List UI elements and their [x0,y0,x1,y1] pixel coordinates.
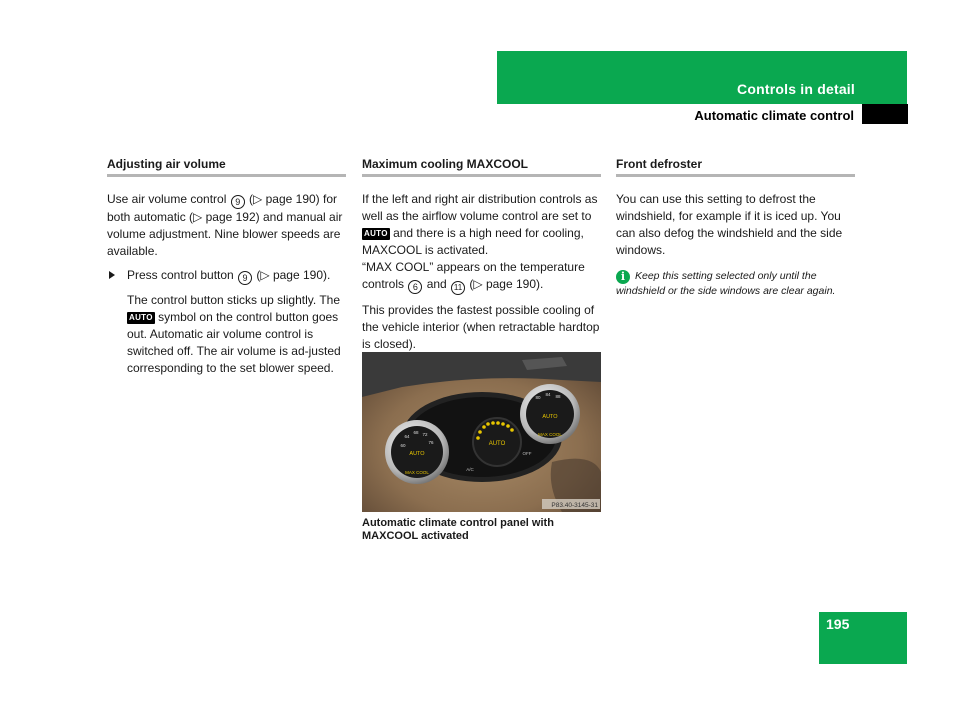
text: Press control button [127,268,238,282]
chapter-header-band [497,51,907,104]
instruction-step [107,267,346,285]
text: (▷ page 190). [253,268,331,282]
column-front-defroster [616,157,855,299]
text: Use air volume control [107,192,230,206]
heading-maximum-cooling: Maximum cooling MAXCOOL [362,157,601,177]
note-text: Keep this setting selected only until the windshield or the side windows are clear again. [616,270,836,297]
paragraph [107,191,346,260]
photo-temp-label: 72 [422,432,428,437]
page-number: 195 [826,616,850,632]
text: “MAX COOL” appears on the temperature controls [362,260,585,291]
photo-auto-label-right: AUTO [542,414,558,420]
auto-symbol-icon: AUTO [129,313,153,322]
photo-caption: Automatic climate control panel with MAXCOOL activated [362,517,554,542]
auto-symbol-icon: AUTO [364,229,388,238]
photo-maxcool-right: MAX COOL [538,432,562,437]
photo-ac-label: A/C [466,467,474,472]
section-title: Automatic climate control [694,108,854,123]
photo-auto-label: AUTO [488,441,506,447]
photo-temp-label: 84 [545,392,551,397]
text: (▷ page 190) for both automatic (▷ page 192) and manual air volume adjustment. Nine blower speeds are available. [107,192,343,258]
text: The control button sticks up slightly. The [127,293,340,307]
reference-number-9: 9 [238,271,252,285]
photo-maxcool-left: MAX COOL [405,470,429,475]
reference-number-11: 11 [451,281,465,295]
text: If the left and right air distribution controls as well as the airflow volume control are set to [362,192,598,223]
photo-temp-label: 80 [535,395,541,400]
heading-front-defroster: Front defroster [616,157,855,177]
column-maximum-cooling [362,157,601,360]
reference-number-9: 9 [231,195,245,209]
climate-control-panel-photo [362,352,601,512]
text: (▷ page 190). [466,277,544,291]
paragraph [107,292,346,377]
photo-temp-label: 88 [555,394,561,399]
photo-temp-label: 76 [428,440,434,445]
photo-code: P83.40-3145-31 [551,502,598,509]
photo-temp-label: 60 [400,443,406,448]
column-adjusting-air-volume [107,157,346,384]
section-marker-bar [862,104,908,124]
chapter-title: Controls in detail [737,81,855,97]
heading-adjusting-air-volume: Adjusting air volume [107,157,346,177]
paragraph: This provides the fastest possible cooling of the vehicle interior (when retractable hardtop is closed). [362,303,600,351]
bullet-triangle-icon [109,271,115,279]
text: symbol on the control button goes out. Automatic air volume control is switched off. The air volume is ad-justed corresponding to the set blower speed. [127,310,341,375]
photo-off-label: OFF [522,451,532,456]
photo-temp-label: 68 [413,430,419,435]
page-number-box [819,612,907,664]
paragraph [362,191,601,295]
info-icon: i [616,270,630,284]
photo-auto-label-left: AUTO [409,451,425,457]
text: and there is a high need for cooling, MAXCOOL is activated. [362,226,584,257]
photo-temp-label: 64 [404,434,410,439]
info-note [616,269,855,299]
reference-number-6: 6 [408,280,422,294]
paragraph: You can use this setting to defrost the windshield, for example if it is iced up. You can also defog the windshield and the side windows. [616,192,843,257]
text: and [423,277,451,291]
